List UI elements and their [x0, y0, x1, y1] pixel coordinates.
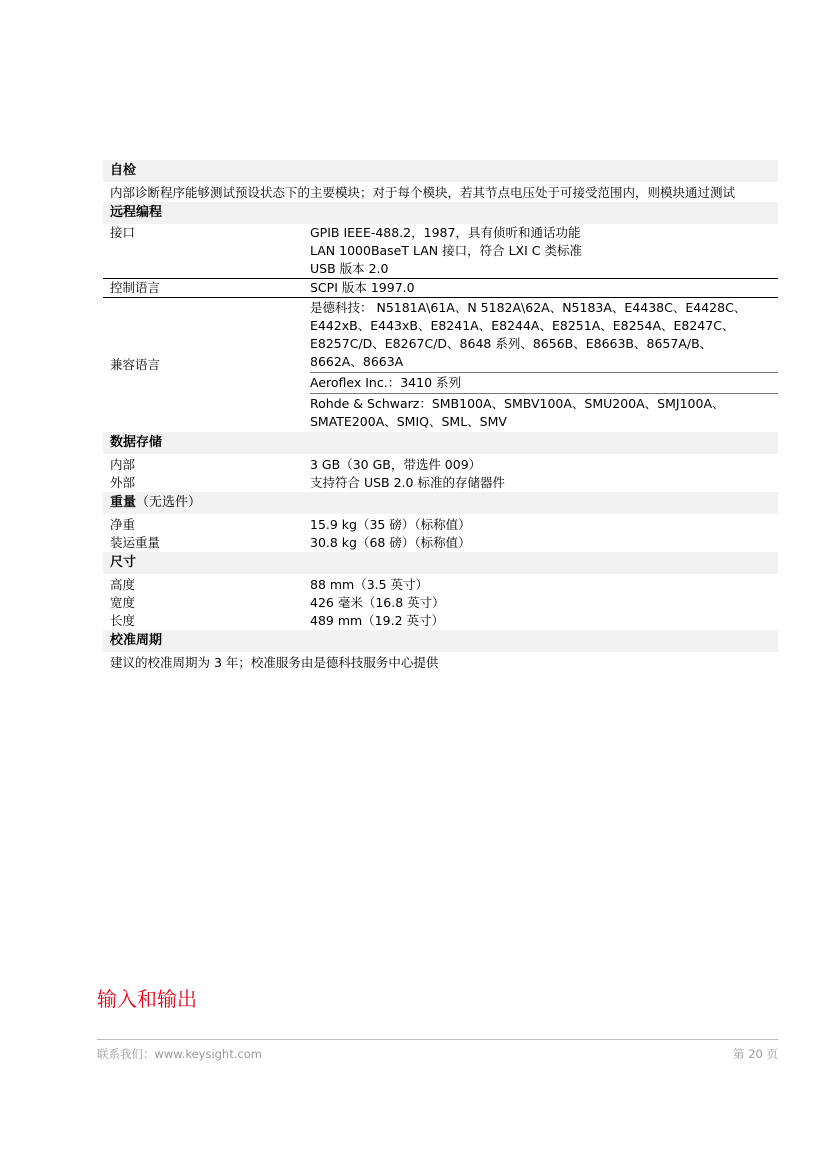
- weight-rows: [103, 514, 778, 552]
- control-language-row: [103, 279, 778, 298]
- compat-line: 8662A、8663A: [310, 354, 404, 369]
- interface-line: GPIB IEEE-488.2，1987，具有侦听和通话功能: [310, 225, 581, 240]
- storage-internal-row: [103, 456, 778, 474]
- compat-line: E442xB、E443xB、E8241A、E8244A、E8251A、E8254A、E8247C、: [310, 318, 735, 333]
- section-header-weight: [103, 492, 778, 514]
- section-header-remote-programming: 远程编程: [103, 202, 778, 224]
- section-title-inputs-outputs: 输入和输出: [97, 987, 197, 1011]
- dimension-width-label: 宽度: [110, 595, 136, 610]
- footer-contact: 联系我们：www.keysight.com: [97, 1047, 262, 1061]
- section-header-calibration: 校准周期: [103, 630, 778, 652]
- weight-shipping-row: [103, 534, 778, 552]
- page-footer: [97, 1045, 778, 1063]
- section-header-dimensions: 尺寸: [103, 552, 778, 574]
- weight-title: 重量: [110, 495, 137, 510]
- interface-value: [310, 224, 778, 278]
- storage-internal-value: 3 GB（30 GB，带选件 009）: [310, 457, 482, 472]
- compat-line: E8257C/D、E8267C/D、8648 系列、8656B、E8663B、8657A/B、: [310, 336, 713, 351]
- interface-label: 接口: [110, 225, 136, 240]
- self-test-text: 内部诊断程序能够测试预设状态下的主要模块；对于每个模块，若其节点电压处于可接受范围内，则模块通过测试: [110, 185, 736, 200]
- dimension-length-value: 489 mm（19.2 英寸）: [310, 613, 444, 628]
- dimension-height-value: 88 mm（3.5 英寸）: [310, 577, 429, 592]
- dimension-height-row: [103, 576, 778, 594]
- storage-external-value: 支持符合 USB 2.0 标准的存储器件: [310, 475, 505, 490]
- compatible-language-values: [310, 298, 778, 432]
- section-header-data-storage: 数据存储: [103, 432, 778, 454]
- compat-group-keysight: [310, 298, 778, 372]
- compat-line: Aeroflex Inc.：3410 系列: [310, 375, 461, 390]
- weight-net-label: 净重: [110, 517, 136, 532]
- weight-net-value: 15.9 kg（35 磅）（标称值）: [310, 517, 471, 532]
- weight-net-row: [103, 516, 778, 534]
- footer-divider: [97, 1039, 778, 1040]
- dimension-rows: [103, 574, 778, 630]
- storage-rows: [103, 454, 778, 492]
- section-header-self-test: 自检: [103, 160, 778, 182]
- compatible-language-label: 兼容语言: [110, 357, 161, 372]
- compat-line: SMATE200A、SMIQ、SML、SMV: [310, 414, 507, 429]
- compat-line: 是德科技： N5181A\61A、N 5182A\62A、N5183A、E4438C、E4428C、: [310, 300, 747, 315]
- compat-group-aeroflex: [310, 372, 778, 393]
- dimension-width-value: 426 毫米（16.8 英寸）: [310, 595, 445, 610]
- dimension-length-row: [103, 612, 778, 630]
- spec-table: [103, 160, 778, 672]
- compat-group-rohde-schwarz: [310, 393, 778, 432]
- weight-shipping-label: 装运重量: [110, 535, 161, 550]
- footer-page-number: 第 20 页: [733, 1047, 778, 1061]
- dimension-length-label: 长度: [110, 613, 136, 628]
- compatible-language-row: [103, 298, 778, 432]
- weight-title-note: （无选件）: [136, 495, 202, 510]
- interface-line: LAN 1000BaseT LAN 接口，符合 LXI C 类标准: [310, 243, 582, 258]
- control-language-label: 控制语言: [110, 280, 161, 295]
- storage-external-row: [103, 474, 778, 492]
- storage-internal-label: 内部: [110, 457, 136, 472]
- calibration-text: 建议的校准周期为 3 年；校准服务由是德科技服务中心提供: [110, 655, 439, 670]
- control-language-value: SCPI 版本 1997.0: [310, 280, 415, 295]
- storage-external-label: 外部: [110, 475, 136, 490]
- dimension-width-row: [103, 594, 778, 612]
- compat-line: Rohde & Schwarz：SMB100A、SMBV100A、SMU200A、SMJ100A、: [310, 396, 725, 411]
- interface-row: [103, 224, 778, 279]
- interface-line: USB 版本 2.0: [310, 261, 389, 276]
- weight-shipping-value: 30.8 kg（68 磅）（标称值）: [310, 535, 471, 550]
- dimension-height-label: 高度: [110, 577, 136, 592]
